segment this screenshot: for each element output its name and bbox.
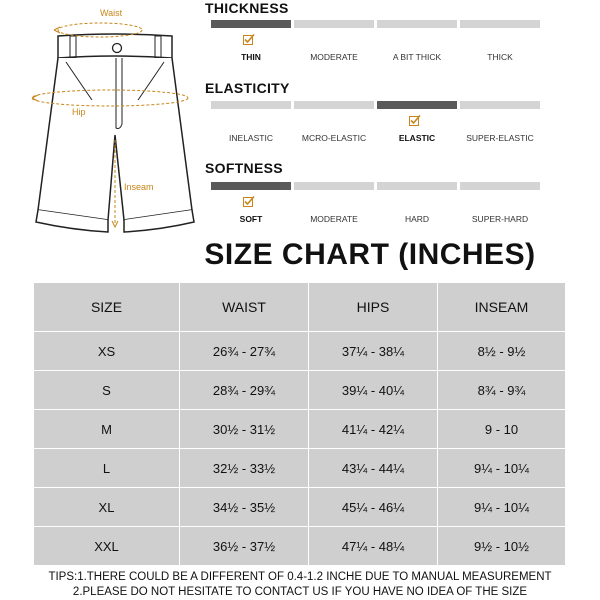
scale-bar — [377, 182, 457, 190]
scale-bar — [211, 20, 291, 28]
table-cell: 9¼ - 10¼ — [438, 488, 566, 527]
scale-title: THICKNESS — [205, 0, 289, 16]
check-icon — [243, 194, 255, 206]
table-cell: 39¼ - 40¼ — [309, 371, 438, 410]
scale-option: INELASTIC — [229, 133, 273, 143]
table-cell: L — [34, 449, 180, 488]
table-cell: 30½ - 31½ — [180, 410, 309, 449]
size-chart-title: SIZE CHART (INCHES) — [204, 238, 536, 271]
scale-bar — [294, 182, 374, 190]
table-row — [34, 371, 566, 410]
column-header: SIZE — [34, 283, 180, 332]
table-row — [34, 488, 566, 527]
scale-option: THIN — [241, 52, 261, 62]
table-cell: 8½ - 9½ — [438, 332, 566, 371]
scale-option: MODERATE — [310, 214, 358, 224]
table-cell: 47¼ - 48¼ — [309, 527, 438, 566]
scale-bar — [460, 101, 540, 109]
scale-option: HARD — [404, 214, 430, 224]
scale-bar — [377, 101, 457, 109]
waist-label: Waist — [100, 8, 123, 18]
scale-bar — [294, 101, 374, 109]
shorts-drawing — [0, 0, 200, 240]
scale-bar — [377, 20, 457, 28]
tips-line-1: TIPS:1.THERE COULD BE A DIFFERENT OF 0.4-1.2 INCHE DUE TO MANUAL MEASUREMENT — [48, 571, 552, 583]
table-row — [34, 449, 566, 488]
table-cell: 9¼ - 10¼ — [438, 449, 566, 488]
check-icon — [243, 32, 255, 44]
scale-option: A BIT THICK — [392, 52, 442, 62]
scale-option: THICK — [487, 52, 513, 62]
table-cell: S — [34, 371, 180, 410]
table-cell: 43¼ - 44¼ — [309, 449, 438, 488]
scale-option: SUPER-HARD — [471, 214, 529, 224]
softness-scale — [205, 160, 540, 230]
table-cell: 26¾ - 27¾ — [180, 332, 309, 371]
table-cell: 45¼ - 46¼ — [309, 488, 438, 527]
table-cell: 37¼ - 38¼ — [309, 332, 438, 371]
scale-title: ELASTICITY — [205, 80, 290, 96]
table-cell: XS — [34, 332, 180, 371]
scale-option: SOFT — [239, 214, 263, 224]
shorts-illustration — [0, 0, 200, 240]
scale-bar — [211, 182, 291, 190]
table-row — [34, 527, 566, 566]
table-cell: 36½ - 37½ — [180, 527, 309, 566]
hip-label: Hip — [72, 107, 86, 117]
table-cell: 9 - 10 — [438, 410, 566, 449]
table-row — [34, 332, 566, 371]
table-row — [34, 410, 566, 449]
inseam-label: Inseam — [124, 182, 154, 192]
table-cell: XL — [34, 488, 180, 527]
check-icon — [409, 113, 421, 125]
table-cell: 8¾ - 9¾ — [438, 371, 566, 410]
column-header: INSEAM — [438, 283, 566, 332]
scale-bar — [294, 20, 374, 28]
table-cell: 41¼ - 42¼ — [309, 410, 438, 449]
table-cell: 32½ - 33½ — [180, 449, 309, 488]
scale-bar — [460, 20, 540, 28]
column-header: HIPS — [309, 283, 438, 332]
scale-title: SOFTNESS — [205, 160, 283, 176]
scale-option: MODERATE — [310, 52, 358, 62]
scale-option: ELASTIC — [398, 133, 436, 143]
table-cell: 9½ - 10½ — [438, 527, 566, 566]
scale-bar — [460, 182, 540, 190]
table-header-row — [34, 283, 566, 332]
table-cell: 34½ - 35½ — [180, 488, 309, 527]
scale-option: MCRO-ELASTIC — [301, 133, 367, 143]
tips-line-2: 2.PLEASE DO NOT HESITATE TO CONTACT US IF YOU HAVE NO IDEA OF THE SIZE — [72, 586, 528, 598]
column-header: WAIST — [180, 283, 309, 332]
size-table — [33, 282, 566, 566]
table-cell: XXL — [34, 527, 180, 566]
scale-option: SUPER-ELASTIC — [466, 133, 534, 143]
table-cell: M — [34, 410, 180, 449]
table-cell: 28¾ - 29¾ — [180, 371, 309, 410]
thickness-scale — [205, 0, 540, 70]
scale-bar — [211, 101, 291, 109]
elasticity-scale — [205, 80, 540, 150]
